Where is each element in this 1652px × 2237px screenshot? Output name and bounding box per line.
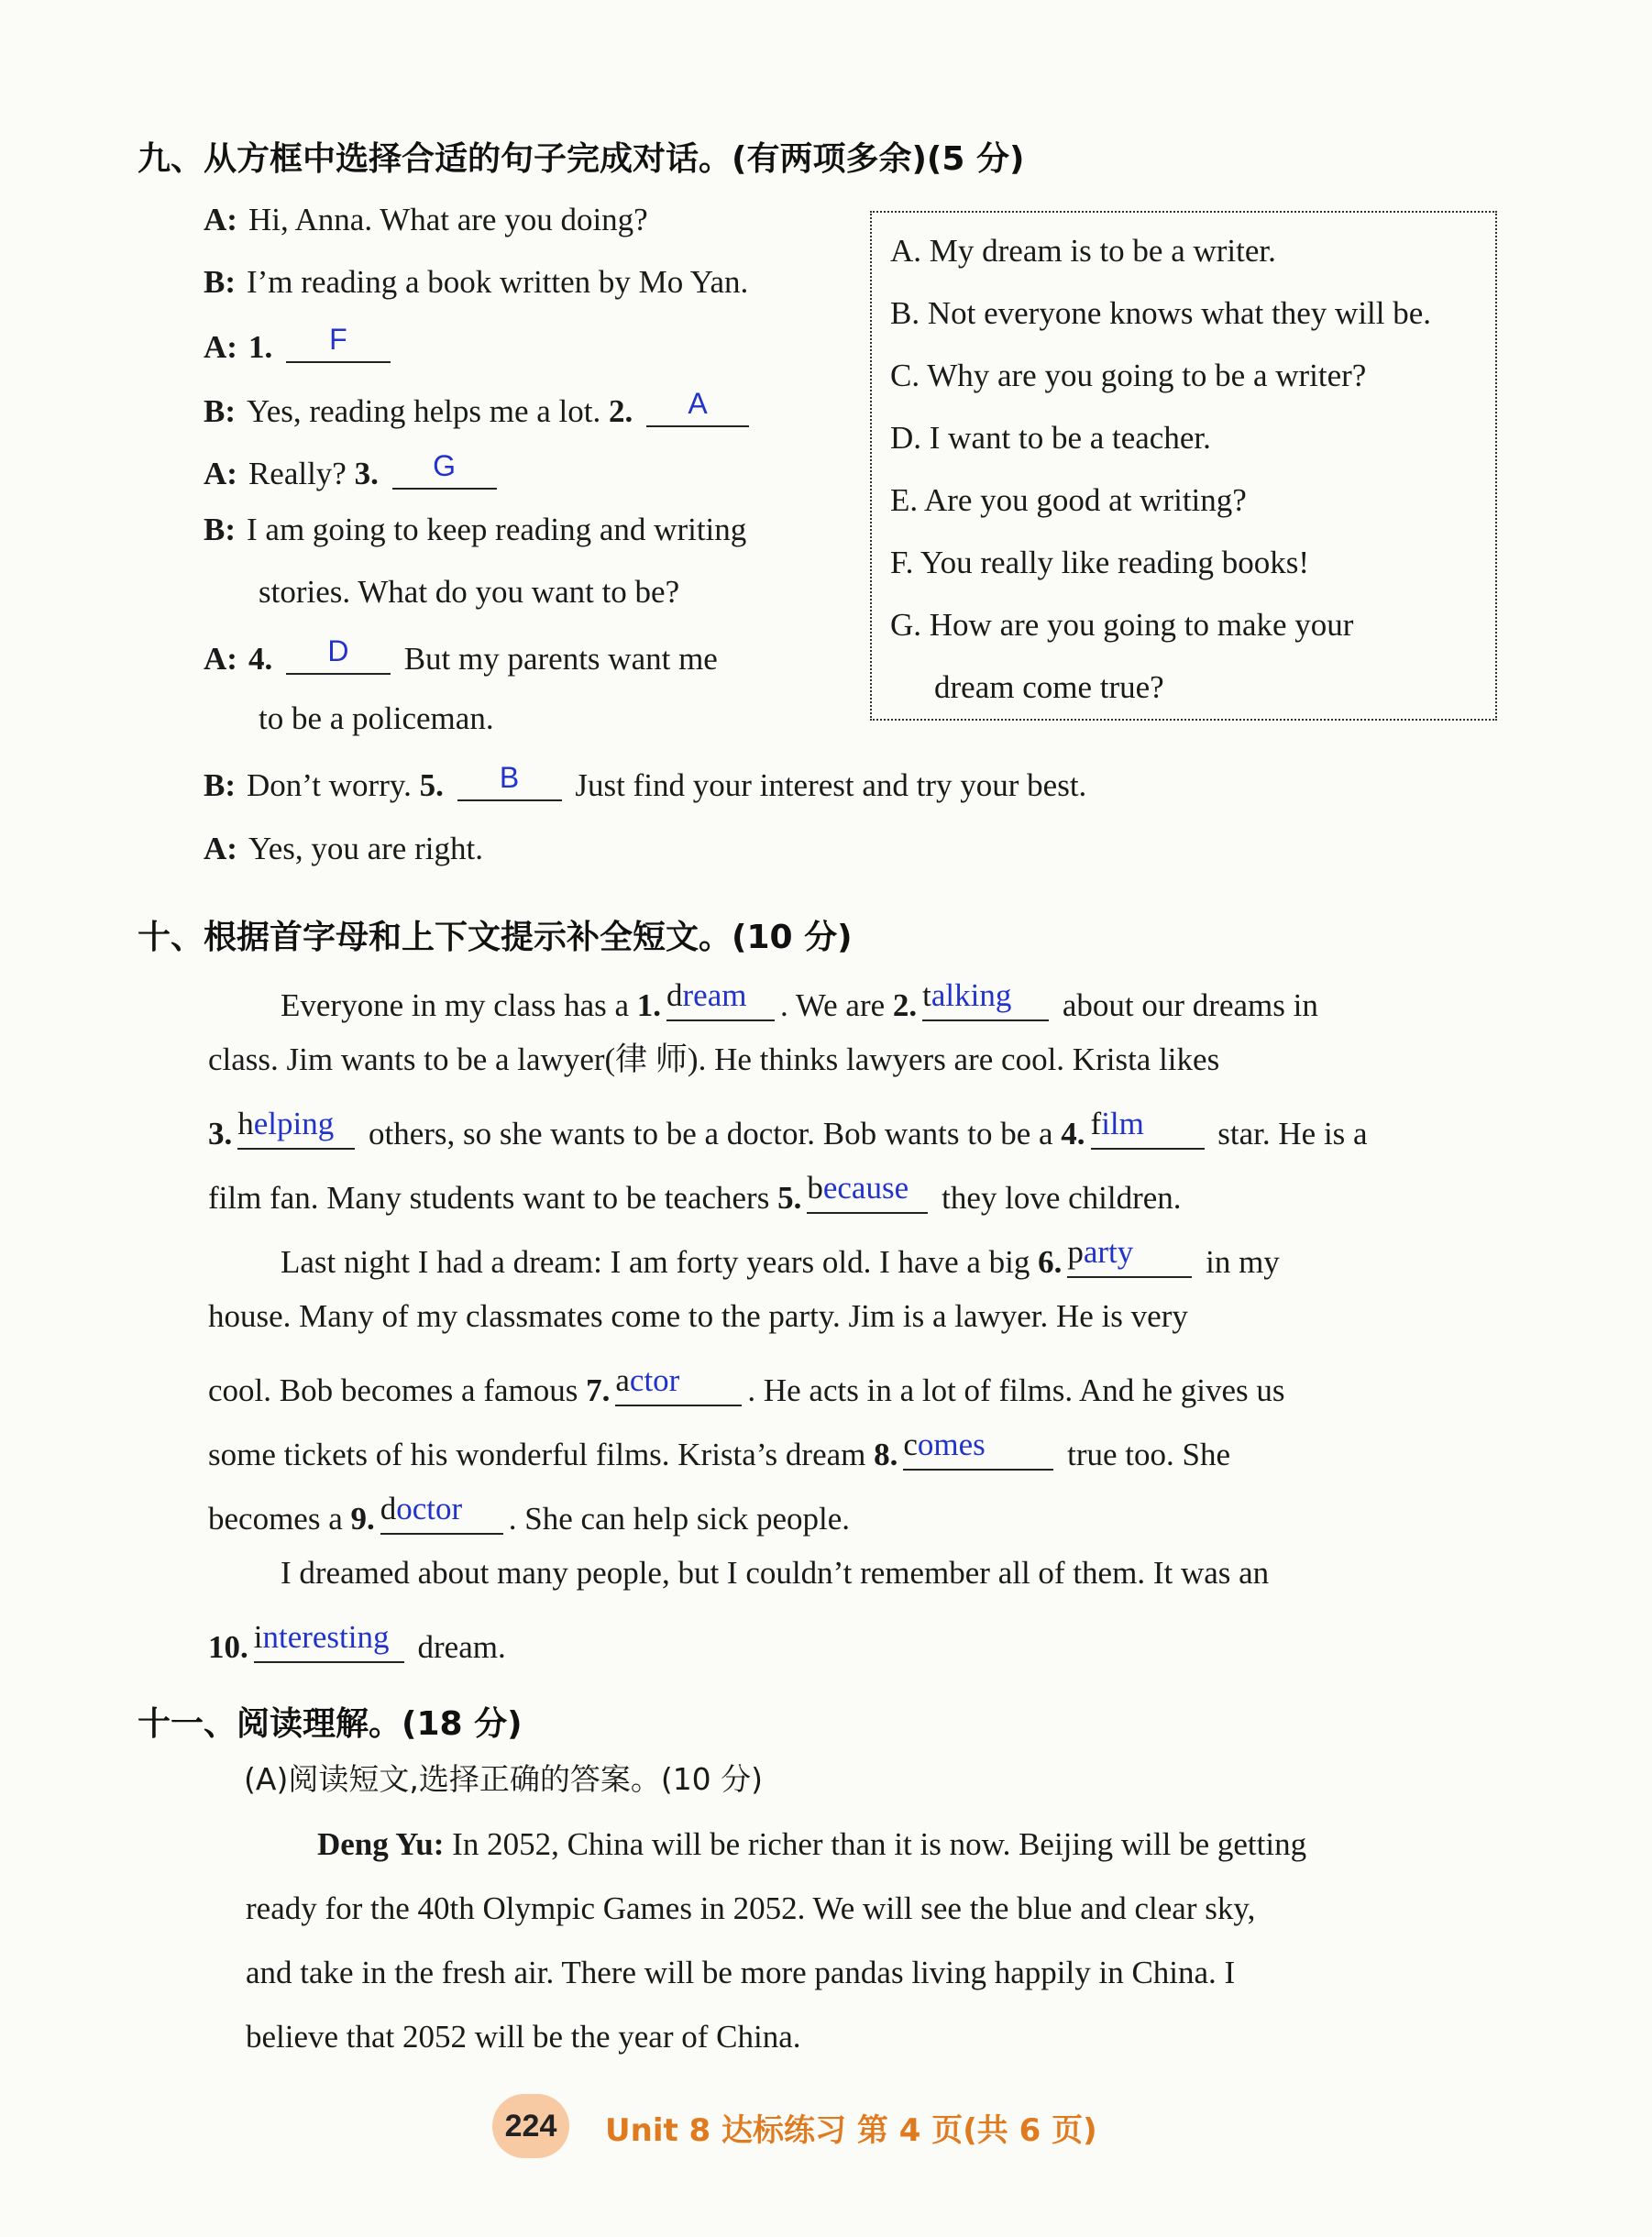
passage-line-10: I dreamed about many people, but I couldn’t remember all of them. It was an xyxy=(281,1555,1270,1591)
option-e: E. Are you good at writing? xyxy=(890,482,1247,518)
dialog-line-3: A: 1. F xyxy=(204,321,396,363)
section-9-heading: 九、从方框中选择合适的句子完成对话。(有两项多余)(5 分) xyxy=(138,140,1025,178)
answer-blank-5[interactable]: B xyxy=(457,759,562,801)
section-11-heading: 十一、阅读理解。(18 分) xyxy=(138,1705,523,1743)
dialog-line-6: B: I am going to keep reading and writing xyxy=(204,512,747,547)
dialog-line-9: to be a policeman. xyxy=(259,700,494,736)
option-g-cont: dream come true? xyxy=(934,669,1164,705)
option-c: C. Why are you going to be a writer? xyxy=(890,358,1367,393)
footer-unit-label: Unit 8 达标练习 第 4 页(共 6 页) xyxy=(605,2112,1097,2149)
dialog-line-2: B: I’m reading a book written by Mo Yan. xyxy=(204,264,749,300)
option-g: G. How are you going to make your xyxy=(890,607,1354,643)
answer-blank-1[interactable]: F xyxy=(286,321,391,363)
reading-line-4: believe that 2052 will be the year of China. xyxy=(246,2019,801,2055)
answer-blank-3[interactable]: G xyxy=(392,447,497,490)
option-a: A. My dream is to be a writer. xyxy=(890,233,1276,269)
dialog-line-8: A: 4. D But my parents want me xyxy=(204,634,718,677)
passage-line-8: some tickets of his wonderful films. Krista’s dream 8. comes true too. She xyxy=(208,1427,1231,1472)
passage-line-9: becomes a 9. doctor . She can help sick people. xyxy=(208,1491,850,1537)
dialog-line-1: A: Hi, Anna. What are you doing? xyxy=(204,202,648,237)
speaker-name: Deng Yu: xyxy=(317,1826,445,1862)
passage-line-6: house. Many of my classmates come to the party. Jim is a lawyer. He is very xyxy=(208,1298,1188,1334)
dialog-line-4: B: Yes, reading helps me a lot. 2. A xyxy=(204,385,754,427)
section-11a-instruction: (A)阅读短文,选择正确的答案。(10 分) xyxy=(244,1761,764,1797)
fill-blank-8[interactable]: comes xyxy=(903,1428,1053,1471)
dialog-line-10: B: Don’t worry. 5. B Just find your interest and try your best. xyxy=(204,761,1087,803)
fill-blank-5[interactable]: because xyxy=(807,1172,928,1214)
fill-blank-3[interactable]: helping xyxy=(237,1107,355,1150)
option-b: B. Not everyone knows what they will be. xyxy=(890,295,1432,331)
fill-blank-9[interactable]: doctor xyxy=(380,1493,503,1535)
answer-blank-4[interactable]: D xyxy=(286,633,391,675)
options-box xyxy=(870,211,1497,721)
passage-line-7: cool. Bob becomes a famous 7. actor . He acts in a lot of films. And he gives us xyxy=(208,1362,1285,1408)
reading-line-3: and take in the fresh air. There will be more pandas living happily in China. I xyxy=(246,1955,1236,1990)
option-d: D. I want to be a teacher. xyxy=(890,420,1211,456)
reading-line-2: ready for the 40th Olympic Games in 2052. We will see the blue and clear sky, xyxy=(246,1890,1256,1926)
page-number-badge: 224 xyxy=(492,2094,569,2158)
option-f: F. You really like reading books! xyxy=(890,545,1310,580)
fill-blank-1[interactable]: dream xyxy=(666,979,775,1021)
fill-blank-7[interactable]: actor xyxy=(615,1364,742,1406)
dialog-line-5: A: Really? 3. G xyxy=(204,447,502,490)
answer-blank-2[interactable]: A xyxy=(646,385,749,427)
fill-blank-10[interactable]: interesting xyxy=(254,1621,404,1663)
fill-blank-2[interactable]: talking xyxy=(922,979,1049,1021)
passage-line-5: Last night I had a dream: I am forty years old. I have a big 6. party in my xyxy=(281,1234,1280,1280)
passage-line-11: 10. interesting dream. xyxy=(208,1619,506,1665)
passage-line-4: film fan. Many students want to be teachers 5. because they love children. xyxy=(208,1170,1182,1216)
reading-line-1: Deng Yu: In 2052, China will be richer than it is now. Beijing will be getting xyxy=(317,1826,1307,1862)
fill-blank-6[interactable]: party xyxy=(1067,1236,1192,1278)
passage-line-1: Everyone in my class has a 1. dream . We are 2. talking about our dreams in xyxy=(281,977,1318,1023)
dialog-line-11: A: Yes, you are right. xyxy=(204,831,483,866)
section-10-heading: 十、根据首字母和上下文提示补全短文。(10 分) xyxy=(138,919,853,956)
passage-line-2: class. Jim wants to be a lawyer(律 师). He thinks lawyers are cool. Krista likes xyxy=(208,1041,1220,1077)
dialog-line-7: stories. What do you want to be? xyxy=(259,574,680,610)
fill-blank-4[interactable]: film xyxy=(1091,1107,1205,1150)
passage-line-3: 3. helping others, so she wants to be a doctor. Bob wants to be a 4. film star. He is a xyxy=(208,1106,1368,1152)
